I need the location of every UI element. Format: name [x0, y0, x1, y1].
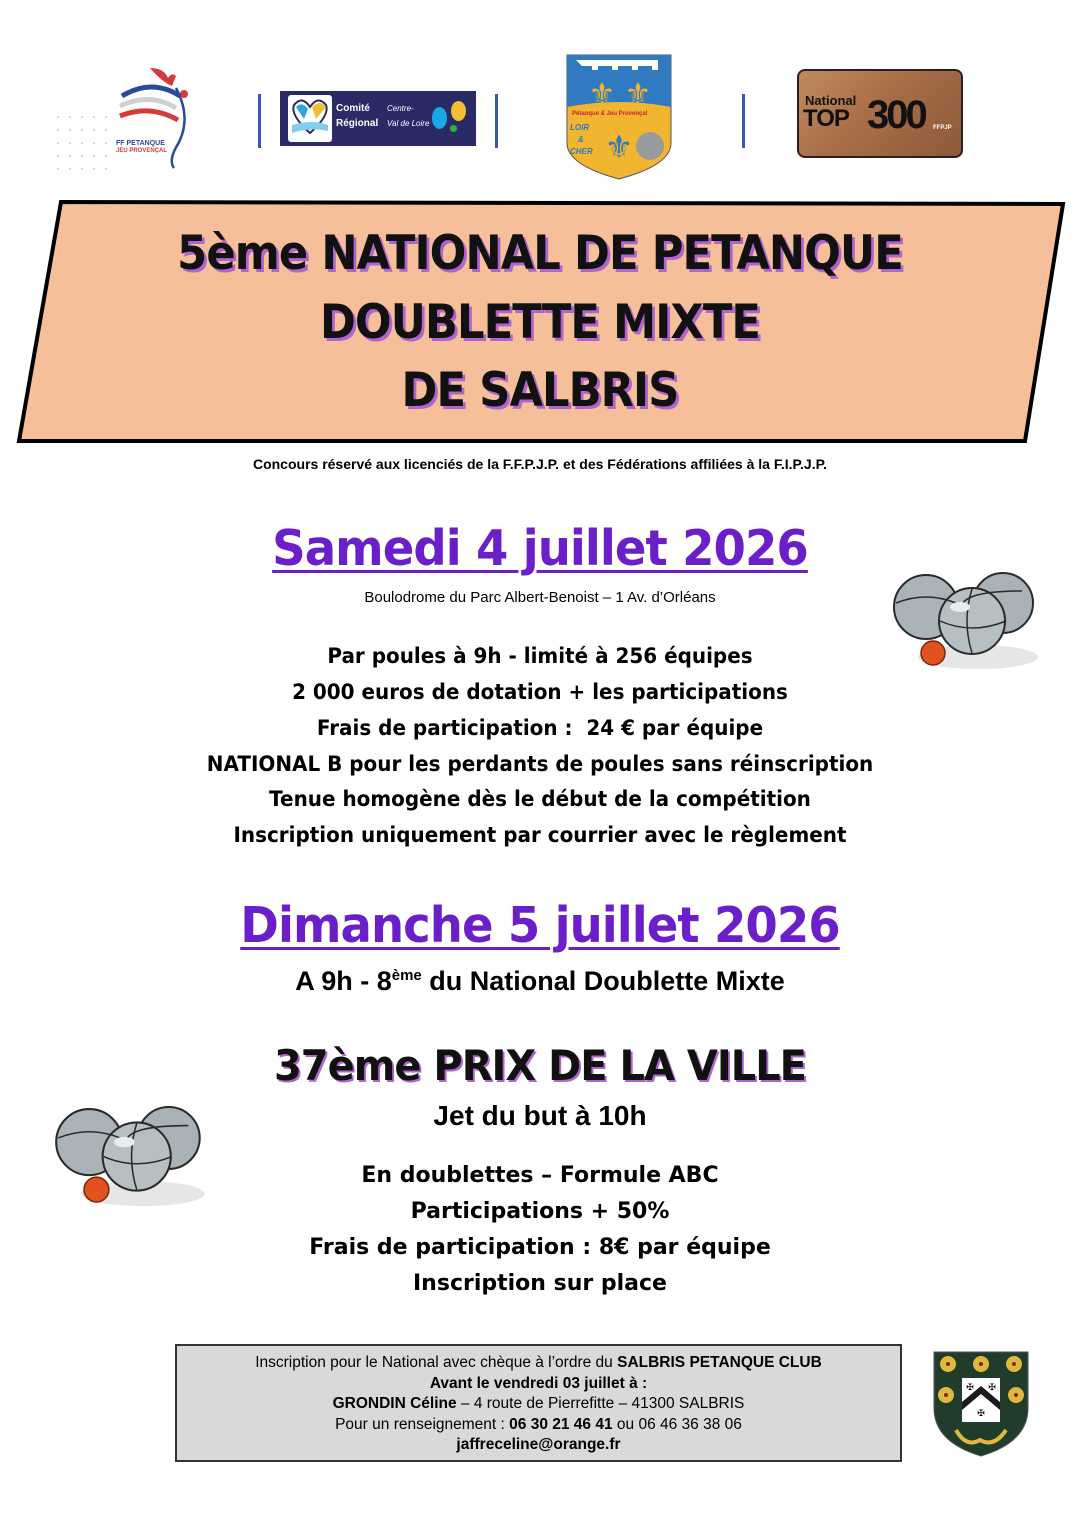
svg-text:✠: ✠ — [988, 1382, 996, 1392]
svg-text:✠: ✠ — [977, 1408, 985, 1418]
svg-text:⚜: ⚜ — [604, 129, 634, 165]
footer-line-4: Pour un renseignement : 06 30 21 46 41 ou 06 46 36 38 06 — [335, 1415, 742, 1433]
saturday-info-1: Par poules à 9h - limité à 256 équipes — [327, 644, 753, 668]
region-label: Centre- Val de Loire — [387, 104, 430, 128]
saturday-info-3: Frais de participation : 24 € par équipe — [316, 716, 764, 740]
svg-text:✠: ✠ — [966, 1382, 974, 1392]
ffpjp-label-1: FF PETANQUE — [116, 140, 165, 147]
title-line-1: 5ème NATIONAL DE PETANQUE — [177, 226, 903, 281]
footer-line-3: GRONDIN Céline – 4 route de Pierrefitte – 41300 SALBRIS — [332, 1395, 745, 1412]
sunday-subtitle-suffix: du National Doublette Mixte — [421, 966, 785, 996]
prix-info-3: Frais de participation : 8€ par équipe — [309, 1235, 771, 1260]
top300-top-label: TOP — [803, 105, 849, 132]
title-line-2: DOUBLETTE MIXTE — [319, 295, 761, 350]
saturday-info-6: Inscription uniquement par courrier avec le règlement — [233, 823, 847, 847]
loir-cher-label: Pétanque & Jeu Provençal — [572, 111, 648, 117]
prix-info-4: Inscription sur place — [413, 1271, 667, 1296]
svg-text:⚜: ⚜ — [588, 78, 616, 111]
footer-line-1: Inscription pour le National avec chèque à l’ordre du SALBRIS PETANQUE CLUB — [255, 1354, 822, 1371]
prix-heading: 37ème PRIX DE LA VILLE — [274, 1041, 806, 1090]
sunday-subtitle-sup: ème — [391, 967, 422, 984]
top300-national-label: National — [805, 93, 857, 108]
and-label: & — [578, 135, 584, 144]
saturday-info-4: NATIONAL B pour les perdants de poules sans réinscription — [206, 752, 874, 776]
sunday-date-heading: Dimanche 5 juillet 2026 — [240, 897, 840, 954]
crest-shield-icon — [932, 1350, 1030, 1458]
ffpjp-label-2: JEU PROVENÇAL — [116, 148, 168, 154]
top300-ffpjp-label: FFPJP — [933, 125, 952, 131]
registration-info-box — [175, 1344, 902, 1462]
title-line-3: DE SALBRIS — [401, 363, 679, 418]
footer-email: jaffreceline@orange.fr — [456, 1436, 621, 1453]
comite-label: Comité Régional — [336, 103, 379, 129]
saturday-date-heading: Samedi 4 juillet 2026 — [272, 520, 808, 577]
saturday-venue: Boulodrome du Parc Albert-Benoist – 1 Av. d’Orléans — [364, 589, 716, 606]
svg-text:⚜: ⚜ — [624, 78, 652, 111]
prix-info-1: En doublettes – Formule ABC — [361, 1163, 719, 1188]
saturday-info-5: Tenue homogène dès le début de la compétition — [269, 787, 811, 811]
loir-label: LOIR — [570, 123, 590, 132]
cher-label: CHER — [570, 147, 593, 156]
top300-number: 300 — [867, 93, 925, 137]
saturday-info-2: 2 000 euros de dotation + les participations — [292, 680, 788, 704]
prix-info-2: Participations + 50% — [410, 1199, 670, 1224]
sunday-subtitle-prefix: A 9h - 8 — [295, 966, 392, 996]
salbris-crest — [932, 1350, 1030, 1458]
eligibility-note: Concours réservé aux licenciés de la F.F.P.J.P. et des Fédérations affiliées à la F.I.P.J.P. — [252, 456, 828, 472]
sunday-subtitle — [0, 966, 1080, 997]
footer-line-2: Avant le vendredi 03 juillet à : — [429, 1374, 648, 1392]
prix-jet-du-but: Jet du but à 10h — [433, 1100, 647, 1131]
phone-number: 06 30 21 46 41 — [509, 1415, 613, 1433]
